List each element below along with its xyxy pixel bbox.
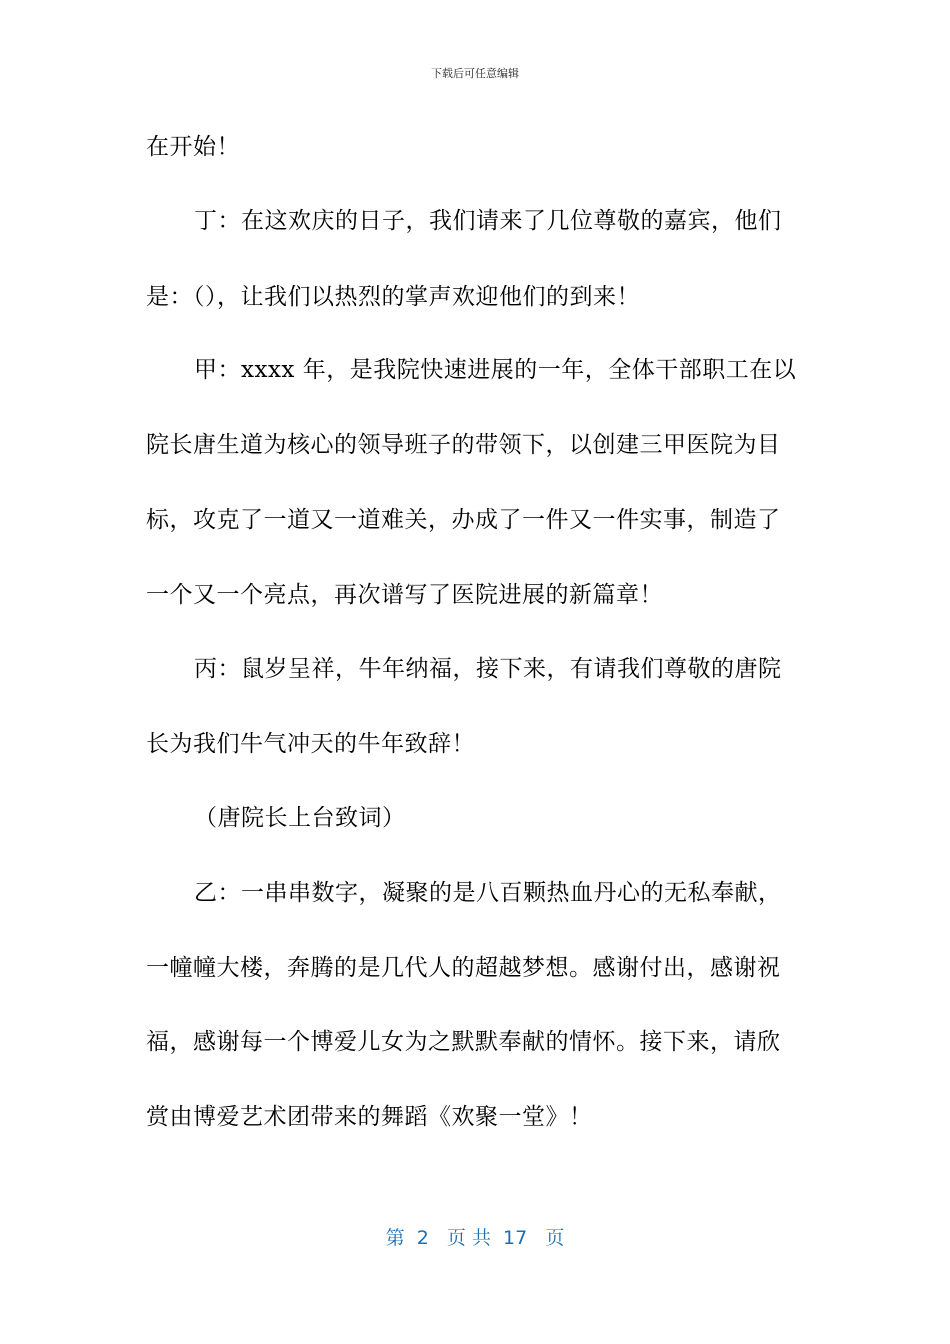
text-line: 赏由博爱艺术团带来的舞蹈《欢聚一堂》！: [146, 1104, 593, 1130]
text-line: 一幢幢大楼，奔腾的是几代人的超越梦想。感谢付出，感谢祝: [146, 955, 781, 981]
text-line: 一个又一个亮点，再次谱写了医院进展的新篇章！: [146, 582, 663, 608]
text-line: 丁：在这欢庆的日子，我们请来了几位尊敬的嘉宾，他们: [194, 208, 782, 234]
text-line: 乙：一串串数字，凝聚的是八百颗热血丹心的无私奉献，: [194, 880, 782, 906]
text-line: （唐院长上台致词）: [194, 805, 406, 831]
text-line: 长为我们牛气冲天的牛年致辞！: [146, 731, 475, 757]
text-line: 甲：xxxx 年，是我院快速进展的一年，全体干部职工在以: [194, 357, 797, 383]
page-header: 下载后可任意编辑: [431, 67, 519, 80]
text-line: 标，攻克了一道又一道难关，办成了一件又一件实事，制造了: [146, 507, 781, 533]
text-line: 福，感谢每一个博爱儿女为之默默奉献的情怀。接下来，请欣: [146, 1029, 781, 1055]
text-line: 院长唐生道为核心的领导班子的带领下，以创建三甲医院为目: [146, 432, 781, 458]
text-line: 在开始！: [146, 134, 240, 160]
text-line: 丙：鼠岁呈祥，牛年纳福，接下来，有请我们尊敬的唐院: [194, 656, 782, 682]
text-line: 是：（），让我们以热烈的掌声欢迎他们的到来！: [146, 284, 640, 310]
page-number-footer: 第 2 页 共 17 页: [385, 1227, 565, 1249]
